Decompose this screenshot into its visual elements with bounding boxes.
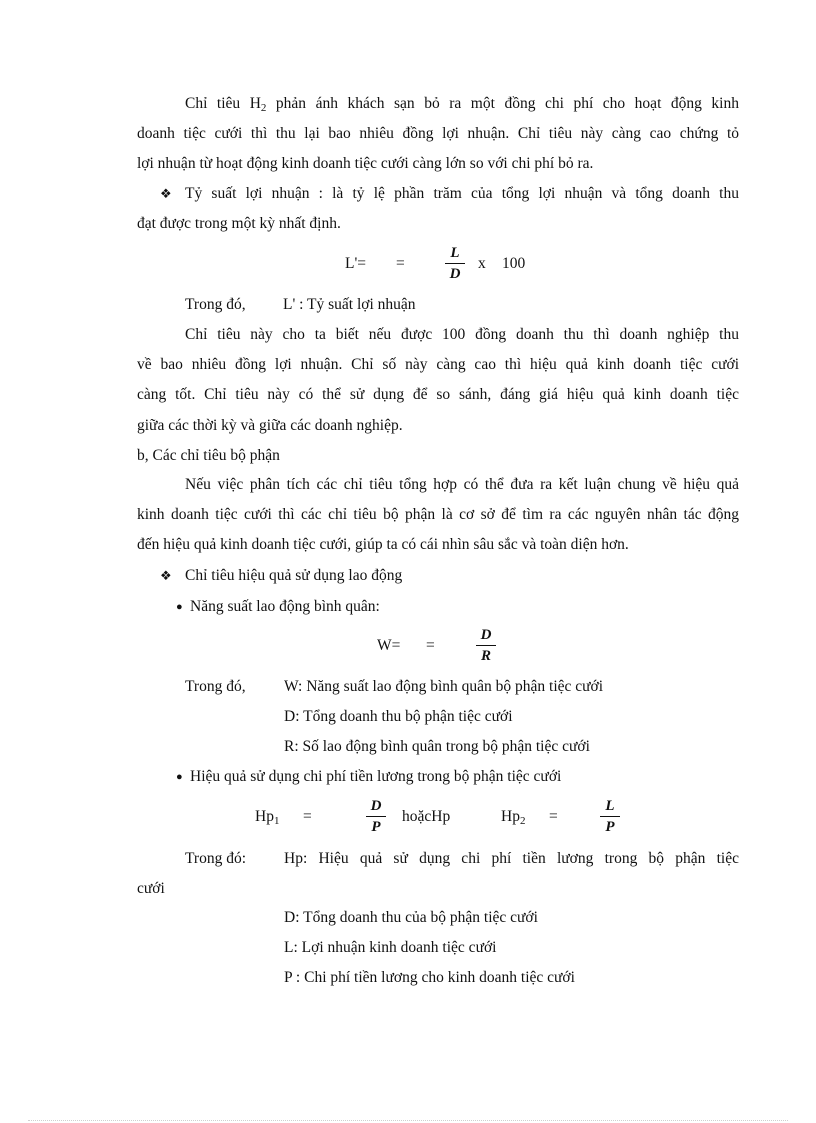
wage-efficiency-heading: Hiệu quả sử dụng chi phí tiền lương trong bộ phận tiệc cưới: [190, 768, 562, 785]
where-hp-definition-p: P : Chi phí tiền lương cho kinh doanh tiệc cưới: [284, 969, 575, 986]
paragraph-3-line-1: Nếu việc phân tích các chỉ tiêu tổng hợp có thể đưa ra kết luận chung về hiệu quả: [185, 476, 739, 493]
formula-w-lhs: W=: [377, 637, 401, 654]
where-hp-definition-l: L: Lợi nhuận kinh doanh tiệc cưới: [284, 939, 497, 956]
formula-hp1-lhs: $Hp_1$: [255, 808, 280, 827]
where-l-label: Trong đó,: [185, 296, 246, 313]
formula-l-fraction: [443, 244, 467, 283]
page-bottom-divider: [28, 1120, 788, 1121]
fraction-bar: [445, 263, 465, 264]
where-w-definition-d: D: Tổng doanh thu bộ phận tiệc cưới: [284, 708, 513, 725]
formula-w-numerator: D: [480, 627, 492, 643]
formula-l-equals: =: [396, 255, 405, 272]
paragraph-1-line-2: doanh tiệc cưới thì thu lại bao nhiêu đồng lợi nhuận. Chỉ tiêu này càng cao chứng tỏ: [137, 125, 739, 142]
four-diamond-bullet-icon: ❖: [160, 568, 172, 583]
formula-l-numerator: L: [450, 245, 460, 261]
formula-hp1-numerator: D: [370, 798, 382, 814]
formula-w-equals: =: [426, 637, 435, 654]
where-w-label: Trong đó,: [185, 678, 246, 695]
formula-hp1-equals: =: [303, 808, 312, 825]
section-heading-b: b, Các chỉ tiêu bộ phận: [137, 447, 280, 464]
paragraph-2-line-1: Chỉ tiêu này cho ta biết nếu được 100 đồng doanh thu thì doanh nghiệp thu: [185, 326, 739, 343]
paragraph-1-line-3: lợi nhuận từ hoạt động kinh doanh tiệc cưới càng lớn so với chi phí bỏ ra.: [137, 155, 594, 172]
formula-hp1-fraction: [364, 797, 388, 836]
formula-l-times: x: [478, 255, 486, 272]
four-diamond-bullet-icon: ❖: [160, 186, 172, 201]
round-bullet-icon: ●: [176, 601, 183, 613]
round-bullet-icon: ●: [176, 771, 183, 783]
paragraph-2-line-3: càng tốt. Chỉ tiêu này có thể sử dụng để so sánh, đáng giá hiệu quả kinh doanh tiệc: [137, 386, 739, 403]
formula-hp2-denominator: P: [605, 819, 615, 835]
where-hp-definition-d: D: Tổng doanh thu của bộ phận tiệc cưới: [284, 909, 538, 926]
fraction-bar: [476, 645, 496, 646]
formula-hp2-fraction: [598, 797, 622, 836]
formula-hp2-numerator: L: [605, 798, 615, 814]
profit-rate-line-1: Tỷ suất lợi nhuận : là tỷ lệ phần trăm của tổng lợi nhuận và tổng doanh thu: [185, 185, 739, 202]
formula-l-lhs: L'=: [345, 255, 367, 272]
where-l-definition: L' : Tỷ suất lợi nhuận: [283, 296, 416, 313]
paragraph-3-line-2: kinh doanh tiệc cưới thì các chỉ tiêu bộ phận là cơ sở để tìm ra các nguyên nhân tác động: [137, 506, 739, 523]
fraction-bar: [366, 816, 386, 817]
formula-hp2-equals: =: [549, 808, 558, 825]
where-w-definition-r: R: Số lao động bình quân trong bộ phận tiệc cưới: [284, 738, 590, 755]
formula-l-hundred: 100: [502, 255, 526, 272]
paragraph-2-line-4: giữa các thời kỳ và giữa các doanh nghiệp.: [137, 417, 403, 434]
formula-w-fraction: [474, 626, 498, 665]
paragraph-2-line-2: về bao nhiêu đồng lợi nhuận. Chỉ số này càng cao thì hiệu quả kinh doanh tiệc cưới: [137, 356, 739, 373]
paragraph-3-line-3: đến hiệu quả kinh doanh tiệc cưới, giúp ta có cái nhìn sâu sắc và toàn diện hơn.: [137, 536, 629, 553]
formula-l-denominator: D: [449, 266, 461, 282]
formula-hp1-denominator: P: [371, 819, 381, 835]
paragraph-1-line-1: Chỉ tiêu $H_2$ phản ánh khách sạn bỏ ra một đồng chi phí cho hoạt động kinh: [185, 95, 739, 114]
formula-hp2-lhs: $Hp_2$: [501, 808, 526, 827]
formula-w-denominator: R: [480, 648, 491, 664]
profit-rate-line-2: đạt được trong một kỳ nhất định.: [137, 215, 341, 232]
formula-or-text: hoặcHp: [402, 808, 451, 825]
fraction-bar: [600, 816, 620, 817]
where-hp-definition-hp: Hp: Hiệu quả sử dụng chi phí tiền lương trong bộ phận tiệc: [284, 850, 739, 867]
where-w-definition-w: W: Năng suất lao động bình quân bộ phận tiệc cưới: [284, 678, 604, 695]
where-hp-label: Trong đó:: [185, 850, 247, 867]
productivity-heading: Năng suất lao động bình quân:: [190, 598, 380, 615]
labor-efficiency-heading: Chỉ tiêu hiệu quả sử dụng lao động: [185, 567, 403, 584]
where-hp-definition-hp-cont: cưới: [137, 880, 165, 897]
